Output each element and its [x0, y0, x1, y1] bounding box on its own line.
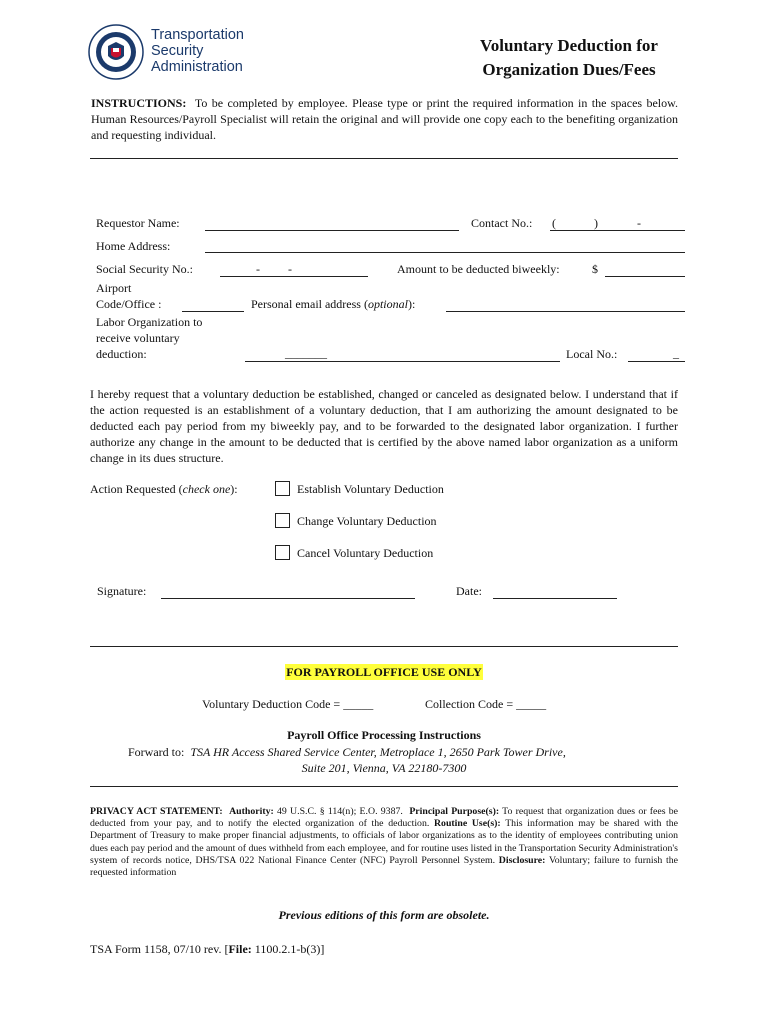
signature-label: Signature:	[97, 584, 147, 598]
ssn-label: Social Security No.:	[96, 262, 193, 276]
email-field[interactable]	[446, 311, 685, 312]
email-label-prefix: Personal email address (	[251, 297, 368, 311]
routine-label: Routine Use(s):	[433, 818, 501, 830]
agency-name	[151, 27, 244, 75]
action-label-prefix: Action Requested (	[90, 482, 183, 496]
contact-no-label: Contact No.:	[471, 216, 533, 230]
disclosure-text: Voluntary; failure to furnish the requested information	[90, 854, 678, 879]
purpose-text: To request that organization dues or fees be deducted from your pay, and to notify the elected organization of the deduction.	[90, 806, 678, 830]
divider	[90, 786, 678, 787]
instructions	[91, 95, 678, 143]
forward-address-line-2: Suite 201, Vienna, VA 22180-7300	[301, 761, 467, 775]
payroll-heading: FOR PAYROLL OFFICE USE ONLY	[286, 665, 482, 679]
divider	[90, 158, 678, 159]
file-value: 1100.2.1-b(3)]	[251, 942, 325, 956]
email-optional: optional	[367, 297, 408, 311]
requestor-name-label: Requestor Name:	[96, 216, 180, 230]
establish-checkbox[interactable]	[275, 481, 290, 496]
change-checkbox[interactable]	[275, 513, 290, 528]
agency-line-1: Transportation	[151, 27, 244, 43]
form-id-text: TSA Form 1158, 07/10 rev. [	[90, 942, 229, 956]
labor-org-field[interactable]	[245, 361, 560, 362]
forward-address-line-1: TSA HR Access Shared Service Center, Metroplace 1, 2650 Park Tower Drive,	[190, 745, 566, 759]
cancel-option-label: Cancel Voluntary Deduction	[297, 546, 434, 560]
airport-label-line-1: Airport	[96, 281, 132, 295]
privacy-act-statement	[90, 806, 678, 884]
signature-field[interactable]	[161, 598, 415, 599]
amount-dollar-sign: $	[592, 262, 598, 276]
action-requested-label	[90, 481, 238, 497]
deduction-code: Voluntary Deduction Code = _____	[202, 697, 374, 711]
local-no-fill: _	[673, 346, 679, 360]
ssn-field[interactable]	[220, 276, 368, 277]
ssn-dash-1: -	[256, 262, 260, 276]
routine-text: This information may be shared with the Department of Treasury to make proper financial adjustments, to officials of labor organizations as to the identity of employees contributing union dues each pay period and the amount of dues withheld from each employee, and for routine uses listed in the Transportation Security Administration's system of records notice, DHS/TSA 022 National Finance Center (NFC) Payroll Personnel System.	[90, 818, 678, 866]
local-no-label: Local No.:	[566, 347, 618, 361]
cancel-checkbox[interactable]	[275, 545, 290, 560]
authorization-text: I hereby request that a voluntary deduction be established, changed or canceled as designated below. I understand that if the action requested is an establishment of a voluntary deduction, that I am authorizing the amount designated to be deducted each pay period from my biweekly pay, and to be forwarded to the designated labor organization. I further authorize any change in the amount to be deducted that is certified by the above named labor organization as a uniform change in its dues structure.	[90, 387, 678, 465]
collection-code: Collection Code = _____	[425, 697, 547, 711]
processing-heading: Payroll Office Processing Instructions	[287, 728, 481, 742]
form-title-line-2: Organization Dues/Fees	[482, 60, 656, 79]
date-label: Date:	[456, 584, 482, 598]
labor-label-line-1: Labor Organization to	[96, 315, 203, 329]
action-label-italic: check one	[182, 482, 231, 496]
contact-no-field[interactable]	[550, 230, 685, 231]
contact-dash: -	[637, 216, 641, 230]
action-label-suffix: ):	[230, 482, 238, 496]
contact-area-open: (	[552, 216, 556, 230]
divider	[90, 646, 678, 647]
purpose-label: Principal Purpose(s):	[409, 806, 500, 817]
labor-label-line-3: deduction:	[96, 347, 147, 361]
date-field[interactable]	[493, 598, 617, 599]
email-label	[251, 296, 415, 312]
instructions-label: INSTRUCTIONS:	[91, 96, 187, 110]
ssn-dash-2: -	[288, 262, 292, 276]
home-address-field[interactable]	[205, 252, 685, 253]
local-no-field[interactable]	[628, 361, 685, 362]
forward-to	[128, 744, 566, 760]
authority-text: 49 U.S.C. § 114(n); E.O. 9387.	[277, 806, 403, 817]
payroll-heading-wrap	[0, 663, 768, 681]
airport-label-line-2: Code/Office :	[96, 297, 162, 311]
agency-line-2: Security	[151, 43, 204, 59]
instructions-text: To be completed by employee. Please type or print the required information in the spaces below. Human Resources/Payroll Specialist will retain the original and will provide one copy each to the benefiting organization and requesting individual.	[91, 96, 678, 142]
forward-address-line-2-wrap	[0, 760, 768, 776]
form-title-line-1: Voluntary Deduction for	[480, 36, 658, 55]
requestor-name-field[interactable]	[205, 230, 459, 231]
airport-code-field[interactable]	[182, 311, 244, 312]
file-label: File:	[228, 942, 252, 956]
amount-field[interactable]	[605, 276, 685, 277]
home-address-label: Home Address:	[96, 239, 171, 253]
forward-label: Forward to:	[128, 745, 185, 759]
dhs-seal-icon	[88, 24, 144, 80]
contact-area-close: )	[594, 216, 598, 230]
agency-line-3: Administration	[151, 59, 243, 75]
form-id	[90, 941, 324, 957]
labor-label-line-2: receive voluntary	[96, 331, 180, 345]
email-label-suffix: ):	[407, 297, 416, 311]
labor-org-fill: _______	[285, 346, 327, 360]
privacy-heading: PRIVACY ACT STATEMENT:	[90, 806, 223, 817]
disclosure-label: Disclosure:	[498, 854, 546, 866]
authority-label: Authority:	[229, 806, 274, 817]
establish-option-label: Establish Voluntary Deduction	[297, 482, 444, 496]
obsolete-notice: Previous editions of this form are obsolete.	[278, 908, 490, 922]
change-option-label: Change Voluntary Deduction	[297, 514, 437, 528]
amount-label: Amount to be deducted biweekly:	[397, 262, 560, 276]
